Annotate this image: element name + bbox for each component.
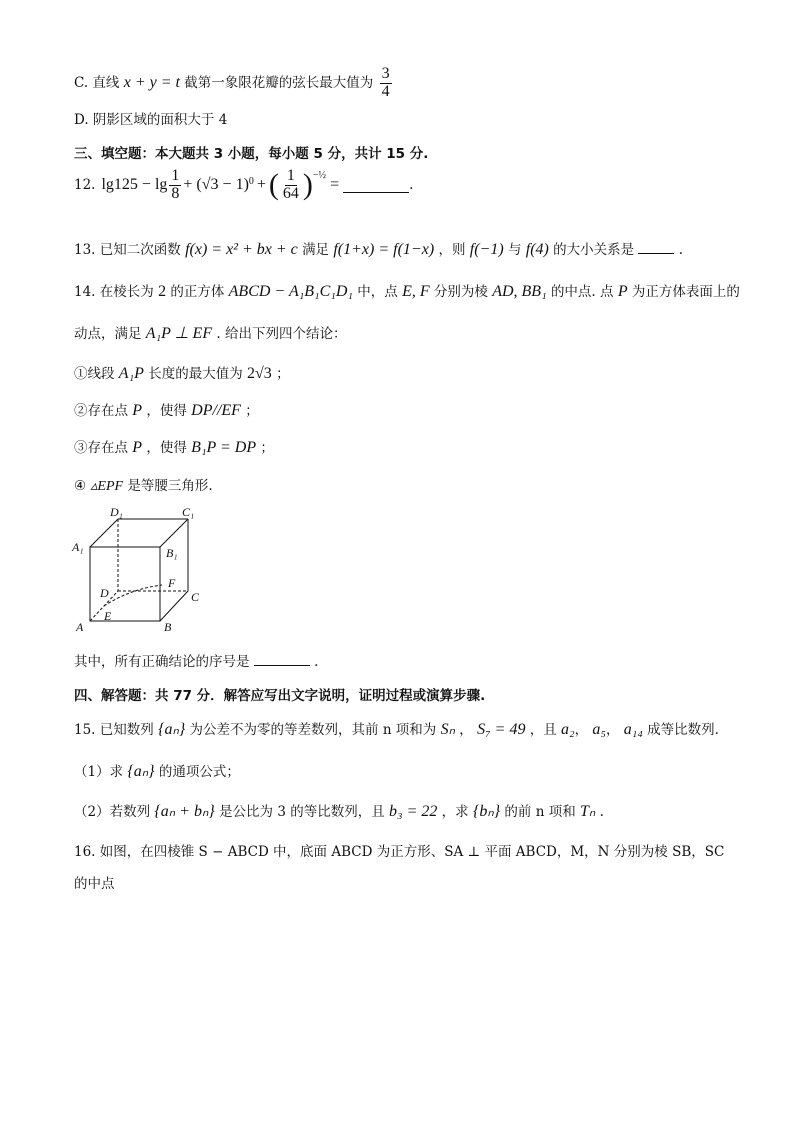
question-15 xyxy=(74,718,719,739)
label-d: D xyxy=(100,586,109,600)
question-14-line-2 xyxy=(74,322,347,343)
q15-p2-text-c: ，求 xyxy=(441,804,469,820)
q13-prefix: 13. 已知二次函数 xyxy=(74,242,181,258)
c1-text-a: ①线段 xyxy=(74,366,115,382)
c3-text-a: ③存在点 xyxy=(74,440,128,456)
q15-text-a: 15. 已知数列 xyxy=(74,722,154,738)
segment-ef xyxy=(104,585,162,606)
cube-figure xyxy=(70,505,210,635)
edge-a1-d1 xyxy=(90,519,118,547)
question-14-line-1 xyxy=(74,280,740,301)
label-b1: B₁ xyxy=(166,546,178,560)
q13-condition: f(1+x) = f(1−x) xyxy=(333,241,435,258)
q12-plus: + xyxy=(256,176,266,194)
c2-text-a: ②存在点 xyxy=(74,403,128,419)
question-13 xyxy=(74,238,683,259)
q13-text-1: 满足 xyxy=(302,242,330,258)
q15-text-d: ，且 xyxy=(529,722,557,738)
q15-part-1 xyxy=(74,760,240,781)
q15-text-b: 为公差不为零的等差数列，其前 n 项和为 xyxy=(189,722,437,738)
option-c xyxy=(74,66,394,101)
edge-b-c xyxy=(160,591,188,621)
q12-answer-blank[interactable] xyxy=(343,178,409,193)
left-paren: ( xyxy=(268,168,279,202)
q14-edges: AD, BB₁ xyxy=(492,283,547,300)
q14-answer-prompt: 其中，所有正确结论的序号是 xyxy=(74,654,250,670)
c1-value: 2√3 xyxy=(247,365,272,382)
conclusion-1 xyxy=(74,362,290,383)
q15-a2: a₂ xyxy=(561,721,575,738)
option-c-equation: x + y = t xyxy=(123,73,180,91)
q15-p1-text-a: （1）求 xyxy=(74,764,124,780)
label-a1: A₁ xyxy=(72,540,84,554)
q12-sqrt-term: + (√3 − 1) xyxy=(183,176,249,194)
q12-end: . xyxy=(409,177,414,194)
option-d xyxy=(74,108,227,128)
q12-number: 12. xyxy=(74,177,96,194)
label-a: A xyxy=(76,620,84,634)
c2-relation: DP//EF xyxy=(191,402,241,419)
label-c1: C₁ xyxy=(182,505,195,519)
q14-answer-line xyxy=(74,650,318,670)
c2-point: P xyxy=(132,402,143,419)
label-b: B xyxy=(164,620,172,634)
c3-relation: B₁P = DP xyxy=(191,439,257,456)
frac-num: 1 xyxy=(286,167,295,184)
option-d-text: D. 阴影区域的面积大于 4 xyxy=(74,112,228,128)
q14-answer-end: . xyxy=(314,654,319,670)
conclusion-4 xyxy=(74,474,213,495)
c3-point: P xyxy=(132,439,143,456)
q15-s7: S₇ = 49 xyxy=(477,721,526,738)
q14-point-p: P xyxy=(617,283,628,300)
q15-sep-2: ， xyxy=(605,722,620,738)
q13-text-3: 与 xyxy=(507,242,522,258)
q12-equals: = xyxy=(330,176,340,194)
c1-segment: A₁P xyxy=(118,365,144,382)
label-f: F xyxy=(168,576,176,590)
q15-p2-text-d: 的前 n 项和 xyxy=(504,804,576,820)
q15-part-2 xyxy=(74,800,604,821)
right-paren: ) xyxy=(302,168,313,202)
q14-cube-name: ABCD − A₁B₁C₁D₁ xyxy=(228,283,353,300)
q15-sep-1: ， xyxy=(574,722,589,738)
c4-text-a: ④ xyxy=(74,478,87,494)
c4-triangle: ▵EPF xyxy=(90,479,124,494)
section-4-title: 四、解答题：共 77 分．解答应写出文字说明，证明过程或演算步骤. xyxy=(74,688,486,704)
q15-p1-text-b: 的通项公式； xyxy=(158,764,240,780)
q15-p2-text-e: . xyxy=(599,804,604,820)
q14-text-b: 的正方体 xyxy=(170,284,225,300)
q15-a5: a₅ xyxy=(592,721,606,738)
fraction-3-4 xyxy=(380,66,392,101)
q14-text-f: 为正方体表面上的 xyxy=(631,284,740,300)
conclusion-2 xyxy=(74,399,259,420)
q13-f-4: f(4) xyxy=(525,241,549,258)
q14-answer-blank[interactable] xyxy=(254,653,310,666)
q13-end: . xyxy=(678,242,684,258)
q12-lg: lg125 − lg xyxy=(101,176,168,194)
frac-den: 8 xyxy=(171,184,180,202)
q15-p2-b3: b₃ = 22 xyxy=(389,803,438,820)
c3-text-b: ，使得 xyxy=(146,440,187,456)
q13-f-minus-1: f(−1) xyxy=(469,241,504,258)
q15-text-c: ， xyxy=(459,722,473,738)
frac-num: 3 xyxy=(381,65,390,82)
q15-text-e: 成等比数列. xyxy=(647,722,719,738)
q14-text-g: 动点，满足 xyxy=(74,326,142,342)
q15-p2-bn: {bₙ} xyxy=(472,803,501,820)
c2-text-c: ； xyxy=(245,403,259,419)
frac-num: 1 xyxy=(171,167,180,184)
frac-den: 64 xyxy=(282,184,299,202)
label-d1: D₁ xyxy=(110,505,123,519)
q14-text-e: 的中点. 点 xyxy=(550,284,614,300)
c1-text-c: ； xyxy=(276,366,290,382)
q14-text-a: 14. 在棱长为 xyxy=(74,284,154,300)
q15-sequence: {aₙ} xyxy=(158,721,186,738)
conclusion-3 xyxy=(74,436,274,457)
label-c: C xyxy=(191,590,200,604)
q15-p2-sequence: {aₙ + bₙ} xyxy=(154,803,215,820)
q15-p1-sequence: {aₙ} xyxy=(127,763,155,780)
q13-function: f(x) = x² + bx + c xyxy=(185,241,298,258)
q13-text-2: ，则 xyxy=(438,242,466,258)
q14-points-ef: E, F xyxy=(402,283,430,300)
label-e: E xyxy=(104,609,112,623)
q14-text-c: 中，点 xyxy=(357,284,398,300)
q14-edge-length: 2 xyxy=(158,283,167,300)
q12-frac-1-64 xyxy=(281,168,301,203)
q13-answer-blank[interactable] xyxy=(638,241,674,254)
c1-text-b: 长度的最大值为 xyxy=(148,366,243,382)
c4-text-b: 是等腰三角形. xyxy=(127,478,213,494)
q13-text-4: 的大小关系是 xyxy=(553,242,635,258)
c2-text-b: ，使得 xyxy=(146,403,187,419)
q15-p2-tn: Tₙ xyxy=(580,803,596,820)
edge-b1-c1 xyxy=(160,519,188,547)
option-c-text: 截第一象限花瓣的弦长最大值为 xyxy=(184,74,374,91)
q14-condition: A₁P ⊥ EF xyxy=(145,325,213,342)
q14-text-h: . 给出下列四个结论： xyxy=(216,326,347,342)
question-16-line-1: 16. 如图，在四棱锥 S − ABCD 中，底面 ABCD 为正方形、SA ⊥ 平面 ABCD，M，N 分别为棱 SB，SC xyxy=(74,844,725,860)
option-c-prefix: C. 直线 xyxy=(74,74,120,91)
section-3-title: 三、填空题：本大题共 3 小题，每小题 5 分，共计 15 分. xyxy=(74,146,429,162)
question-12 xyxy=(74,168,413,203)
q15-p2-text-b: 是公比为 3 的等比数列，且 xyxy=(219,804,385,820)
q12-exp-half: −½ xyxy=(312,170,327,181)
q12-exp-0: 0 xyxy=(248,176,254,187)
q15-sn: Sₙ xyxy=(440,721,455,738)
q15-a14: a₁₄ xyxy=(623,721,643,738)
q14-text-d: 分别为棱 xyxy=(433,284,488,300)
frac-den: 4 xyxy=(381,82,390,100)
q15-p2-text-a: （2）若数列 xyxy=(74,804,151,820)
c3-text-c: ； xyxy=(260,440,274,456)
question-16-line-2: 的中点 xyxy=(74,876,115,892)
q12-frac-1-8 xyxy=(169,168,181,203)
